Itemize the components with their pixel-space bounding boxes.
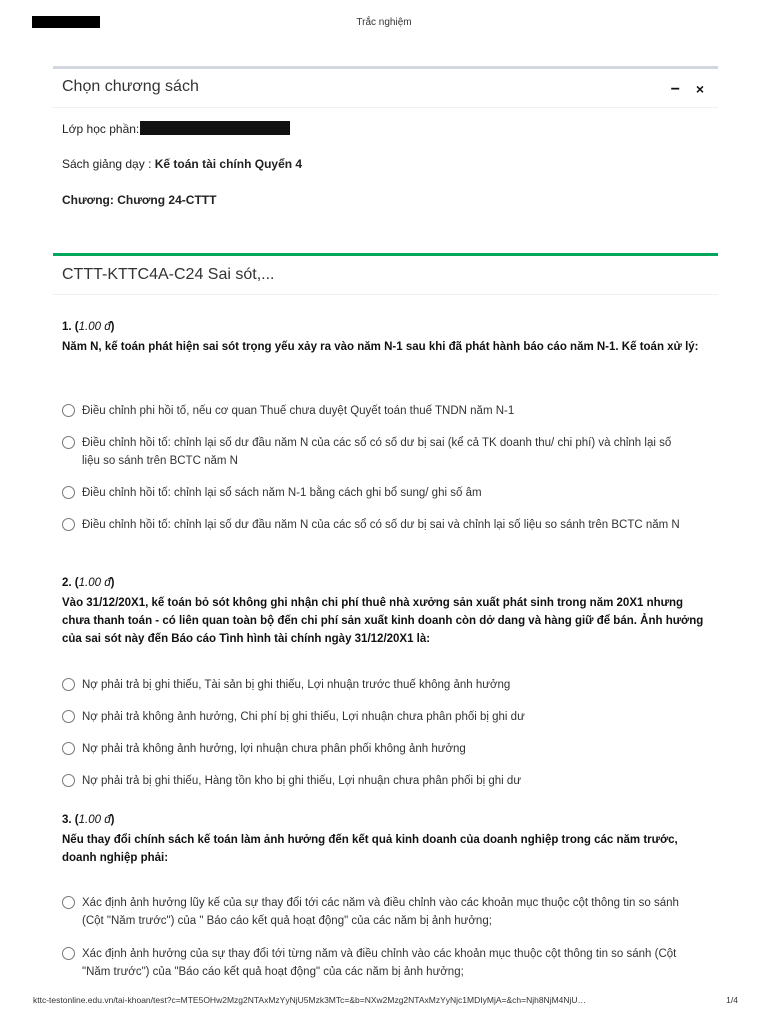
question-1-points: 1.00 đ: [78, 321, 111, 333]
test-panel: [53, 253, 718, 296]
radio-button[interactable]: [62, 404, 75, 417]
book-line: [62, 157, 302, 171]
class-line: [62, 121, 290, 136]
book-value: Kế toán tài chính Quyển 4: [154, 157, 303, 171]
option-text: Điều chỉnh hồi tố: chỉnh lại sổ sách năm N-1 bằng cách ghi bổ sung/ ghi số âm: [82, 487, 482, 499]
option-text: Điều chỉnh hồi tố: chỉnh lại số dư đầu năm N của các sổ có số dư bị sai (kể cả TK doanh thu/ chi phí) và chỉnh lại số liệu so sánh trên BCTC năm N: [82, 437, 672, 467]
option-text: Nợ phải trả không ảnh hưởng, Chi phí bị ghi thiếu, Lợi nhuận chưa phân phối bị ghi dư: [82, 711, 525, 723]
radio-button[interactable]: [62, 518, 75, 531]
option-text: Nợ phải trả bị ghi thiếu, Tài sản bị ghi thiếu, Lợi nhuận trước thuế không ảnh hưởng: [82, 679, 511, 691]
question-2-points: 1.00 đ: [78, 577, 111, 589]
print-footer: [0, 993, 768, 1009]
page-url: kttc-testonline.edu.vn/tai-khoan/test?c=MTE5OHw2Mzg2NTAxMzYyNjU5Mzk3MTc=&b=NXw2Mzg2NTAxMzYyNjc1MDIyMjA=&ch=Njh8NjM4NjU…: [33, 995, 587, 1005]
option-text: Điều chỉnh hồi tố: chỉnh lại số dư đầu năm N của các sổ có số dư bị sai và chỉnh lại số liệu so sánh trên BCTC năm N: [82, 519, 680, 531]
option-text: Nợ phải trả bị ghi thiếu, Hàng tồn kho bị ghi thiếu, Lợi nhuận chưa phân phối bị ghi dư: [82, 775, 522, 787]
book-label: Sách giảng dạy :: [62, 157, 155, 171]
option-text: Xác định ảnh hưởng lũy kế của sự thay đổi tới các năm và điều chỉnh vào các khoản mục thuộc cột thông tin so sánh (Cột "Năm trước") của " Báo cáo kết quả hoạt động" của các năm bị ảnh hưởng;: [82, 897, 679, 927]
question-2-number: 2. (1.00 đ): [62, 577, 115, 589]
question-2-text: Vào 31/12/20X1, kế toán bỏ sót không ghi nhận chi phí thuê nhà xưởng sản xuất phát sinh trong năm 20X1 nhưng chưa thanh toán - có liên quan toàn bộ đến chi phí sản xuất kinh doanh còn dở dang và hàng giữ để bán. Ảnh hưởng của sai sót này đến Báo cáo Tình hình tài chính ngày 31/12/20X1 là:: [62, 597, 704, 645]
print-title: Trắc nghiệm: [356, 17, 412, 28]
radio-button[interactable]: [62, 947, 75, 960]
radio-button[interactable]: [62, 436, 75, 449]
chapter-panel: [53, 66, 718, 219]
option-text: Điều chỉnh phi hồi tố, nếu cơ quan Thuế chưa duyệt Quyết toán thuế TNDN năm N-1: [82, 405, 515, 417]
divider: [53, 294, 718, 295]
question-3-number: 3. (1.00 đ): [62, 814, 115, 826]
chapter-label: Chương:: [62, 193, 118, 207]
radio-button[interactable]: [62, 486, 75, 499]
question-3-text: Nếu thay đổi chính sách kế toán làm ảnh hưởng đến kết quả kinh doanh của doanh nghiệp trong các năm trước, doanh nghiệp phải:: [62, 834, 678, 864]
question-1-number: 1. (1.00 đ): [62, 321, 115, 333]
minimize-icon[interactable]: −: [670, 81, 680, 98]
option-text: Nợ phải trả không ảnh hưởng, lợi nhuận chưa phân phối không ảnh hưởng: [82, 743, 466, 755]
radio-button[interactable]: [62, 896, 75, 909]
chapter-value: Chương 24-CTTT: [117, 193, 217, 207]
chapter-panel-title: Chọn chương sách: [62, 78, 199, 95]
page-number: 1/4: [726, 995, 738, 1005]
close-icon[interactable]: ×: [695, 81, 704, 97]
chapter-line: [62, 193, 216, 207]
test-title: CTTT-KTTC4A-C24 Sai sót,...: [62, 266, 275, 283]
redacted-class-value: [140, 121, 290, 135]
option-text: Xác định ảnh hưởng của sự thay đổi tới từng năm và điều chỉnh vào các khoản mục thuộc cột thông tin so sánh (Cột "Năm trước") của "Báo cáo kết quả hoạt động" của các năm bị ảnh hưởng;: [82, 948, 677, 978]
radio-button[interactable]: [62, 710, 75, 723]
question-1-text: Năm N, kế toán phát hiện sai sót trọng yếu xảy ra vào năm N-1 sau khi đã phát hành báo cáo năm N-1. Kế toán xử lý:: [62, 341, 699, 353]
chapter-panel-header: [53, 69, 718, 108]
radio-button[interactable]: [62, 742, 75, 755]
print-header: [0, 0, 768, 40]
radio-button[interactable]: [62, 774, 75, 787]
radio-button[interactable]: [62, 678, 75, 691]
panel-tools: [659, 81, 704, 97]
question-3-points: 1.00 đ: [78, 814, 111, 826]
class-label: Lớp học phần:: [62, 122, 140, 136]
